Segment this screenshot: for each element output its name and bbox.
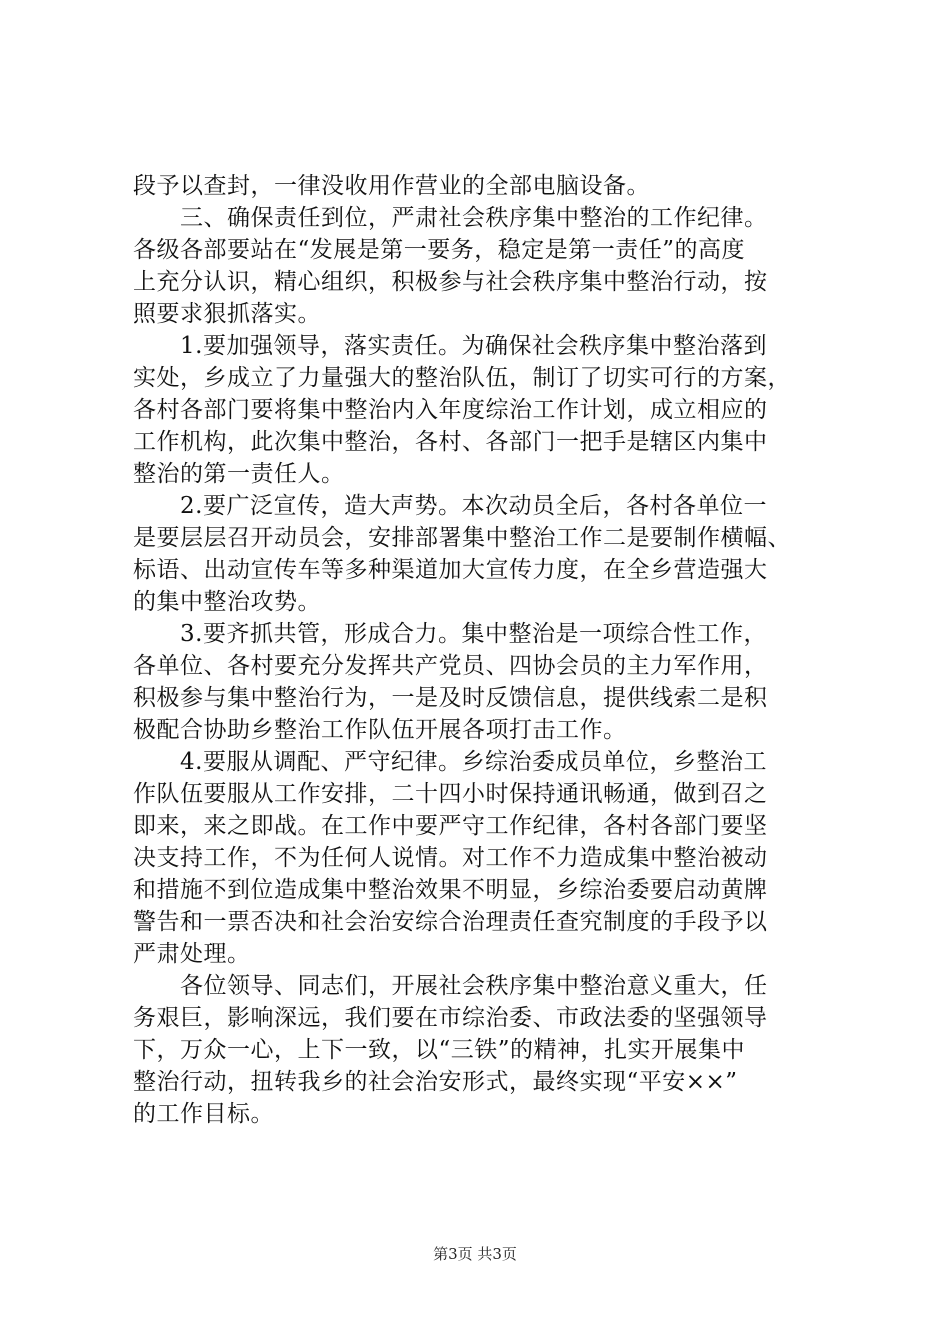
text-line: 工作机构，此次集中整治，各村、各部门一把手是辖区内集中 (133, 429, 768, 455)
text-line: 各村各部门要将集中整治内入年度综治工作计划，成立相应的 (133, 397, 768, 423)
text-line: 各单位、各村要充分发挥共产党员、四协会员的主力军作用， (133, 653, 768, 679)
text-line: 的集中整治攻势。 (133, 589, 321, 615)
closing-paragraph-line: 各位领导、同志们，开展社会秩序集中整治意义重大，任 (133, 973, 768, 999)
page-footer (0, 1244, 950, 1264)
text-line: 极配合协助乡整治工作队伍开展各项打击工作。 (133, 717, 627, 743)
text-line: 的工作目标。 (133, 1101, 274, 1127)
item-2-line: 2.要广泛宣传，造大声势。本次动员全后，各村各单位一 (133, 493, 767, 519)
item-1-line: 1.要加强领导，落实责任。为确保社会秩序集中整治落到 (133, 333, 767, 359)
text-line: 作队伍要服从工作安排，二十四小时保持通讯畅通，做到召之 (133, 781, 768, 807)
page-number: 第3页 共3页 (433, 1245, 517, 1263)
text-line: 警告和一票否决和社会治安综合治理责任查究制度的手段予以 (133, 909, 768, 935)
text-line: 照要求狠抓落实。 (133, 301, 321, 327)
text-line: 和措施不到位造成集中整治效果不明显，乡综治委要启动黄牌 (133, 877, 768, 903)
item-3-line: 3.要齐抓共管，形成合力。集中整治是一项综合性工作， (133, 621, 767, 647)
text-line: 段予以查封，一律没收用作营业的全部电脑设备。 (133, 173, 650, 199)
text-line: 实处，乡成立了力量强大的整治队伍，制订了切实可行的方案， (133, 365, 791, 391)
text-line: 整治的第一责任人。 (133, 461, 345, 487)
text-line: 务艰巨，影响深远，我们要在市综治委、市政法委的坚强领导 (133, 1005, 768, 1031)
text-line: 是要层层召开动员会，安排部署集中整治工作二是要制作横幅、 (133, 525, 791, 551)
body-text (133, 170, 833, 1130)
text-line: 各级各部要站在“发展是第一要务，稳定是第一责任”的高度 (133, 237, 746, 263)
text-line: 决支持工作，不为任何人说情。对工作不力造成集中整治被动 (133, 845, 768, 871)
text-line: 严肃处理。 (133, 941, 251, 967)
text-line: 积极参与集中整治行为，一是及时反馈信息，提供线索二是积 (133, 685, 768, 711)
text-line: 整治行动，扭转我乡的社会治安形式，最终实现“平安××” (133, 1069, 738, 1095)
text-line: 即来，来之即战。在工作中要严守工作纪律，各村各部门要坚 (133, 813, 768, 839)
text-line: 标语、出动宣传车等多种渠道加大宣传力度，在全乡营造强大 (133, 557, 768, 583)
item-4-line: 4.要服从调配、严守纪律。乡综治委成员单位，乡整治工 (133, 749, 767, 775)
text-line: 上充分认识，精心组织，积极参与社会秩序集中整治行动，按 (133, 269, 768, 295)
section-heading-line: 三、确保责任到位，严肃社会秩序集中整治的工作纪律。 (133, 205, 768, 231)
text-line: 下，万众一心，上下一致，以“三铁”的精神，扎实开展集中 (133, 1037, 746, 1063)
